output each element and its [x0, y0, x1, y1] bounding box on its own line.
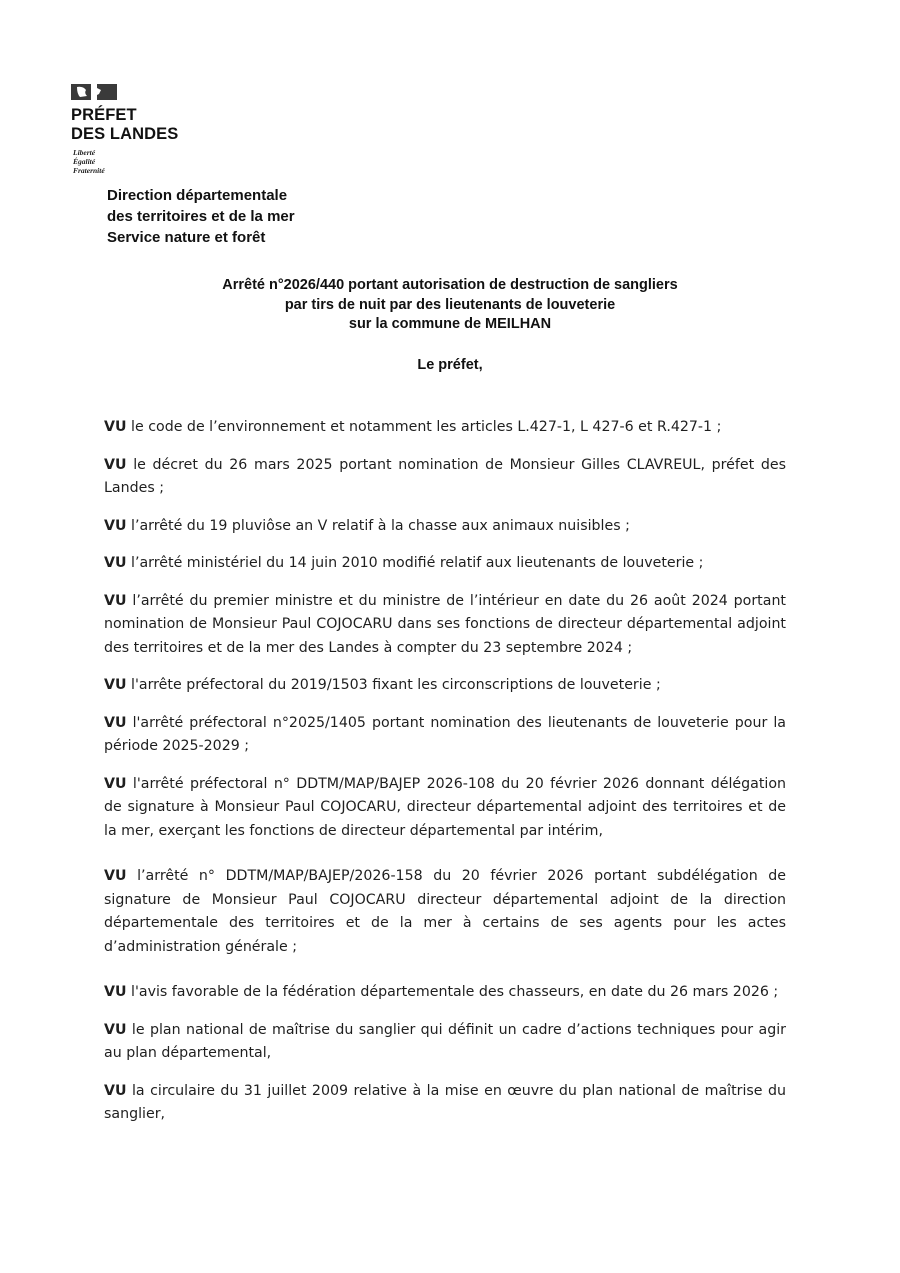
visa-label: VU — [104, 714, 127, 731]
visa-paragraph — [104, 416, 786, 440]
direction-line-3: Service nature et forêt — [107, 229, 266, 246]
prefet-title — [71, 106, 178, 144]
visa-text: l'arrêté préfectoral n°2025/1405 portant nomination des lieutenants de louveterie pour la période 2025-2029 ; — [104, 714, 786, 754]
visa-paragraph — [104, 1080, 786, 1127]
prefet-line-2: DES LANDES — [71, 125, 179, 143]
visa-text: l'arrêté préfectoral n° DDTM/MAP/BAJEP 2026-108 du 20 février 2026 donnant délégation de signature à Monsieur Paul COJOCARU, directeur départemental adjoint des territoires et de la mer, exerçant les fonctions de directeur départemental par intérim, — [104, 775, 786, 839]
visa-text: l’arrêté n° DDTM/MAP/BAJEP/2026-158 du 20 février 2026 portant subdélégation de signature de Monsieur Paul COJOCARU directeur départemental adjoint de la direction départementale des territoires et de la mer à certains de ses agents pour les actes d’administration générale ; — [104, 868, 786, 955]
title-line-3: sur la commune de MEILHAN — [348, 316, 552, 332]
visa-paragraph — [104, 773, 786, 844]
visa-text: la circulaire du 31 juillet 2009 relative à la mise en œuvre du plan national de maîtrise du sanglier, — [104, 1082, 786, 1122]
prefet-line-1: PRÉFET — [71, 106, 137, 124]
motto-liberte: Liberté — [73, 148, 96, 157]
visa-text: l'arrête préfectoral du 2019/1503 fixant les circonscriptions de louveterie ; — [131, 677, 661, 693]
marianne-logo-icon — [71, 84, 117, 100]
visa-paragraph — [104, 454, 786, 501]
visa-label: VU — [104, 1082, 127, 1099]
visa-label: VU — [104, 775, 127, 792]
title-line-2: par tirs de nuit par des lieutenants de louveterie — [284, 296, 616, 313]
visa-text: le décret du 26 mars 2025 portant nomination de Monsieur Gilles CLAVREUL, préfet des Landes ; — [104, 456, 786, 496]
visa-label: VU — [104, 984, 127, 1000]
visa-paragraph — [104, 552, 786, 576]
title-line-1: Arrêté n°2026/440 portant autorisation de destruction de sangliers — [222, 277, 678, 293]
visa-paragraph — [104, 1019, 786, 1066]
visa-text: le plan national de maîtrise du sanglier qui définit un cadre d’actions techniques pour agir au plan départemental, — [104, 1021, 786, 1061]
visa-paragraph — [104, 674, 786, 698]
arrete-title — [100, 276, 800, 335]
visa-label: VU — [104, 517, 127, 534]
visa-paragraph — [104, 515, 786, 539]
visa-paragraph — [104, 590, 786, 661]
visa-text: le code de l’environnement et notamment les articles L.427-1, L 427-6 et R.427-1 ; — [131, 419, 722, 435]
visa-paragraph — [104, 712, 786, 759]
visa-label: VU — [104, 419, 127, 435]
motto-egalite: Égalité — [73, 157, 96, 166]
motto-fraternite: Fraternité — [73, 166, 105, 175]
direction-line-2: des territoires et de la mer — [107, 208, 295, 225]
document-body — [104, 416, 786, 1127]
visa-label: VU — [104, 868, 127, 884]
visa-text: l'avis favorable de la fédération départementale des chasseurs, en date du 26 mars 2026 ; — [131, 984, 779, 1000]
visa-paragraph — [104, 981, 786, 1005]
visa-label: VU — [104, 456, 127, 473]
visa-text: l’arrêté du 19 pluviôse an V relatif à la chasse aux animaux nuisibles ; — [131, 517, 630, 534]
republic-motto — [73, 148, 105, 175]
direction-line-1: Direction départementale — [107, 187, 288, 204]
issuing-department — [107, 185, 295, 248]
prefet-heading: Le préfet, — [417, 357, 483, 373]
visa-label: VU — [104, 555, 127, 571]
visa-text: l’arrêté ministériel du 14 juin 2010 modifié relatif aux lieutenants de louveterie ; — [131, 555, 704, 571]
visa-label: VU — [104, 592, 127, 609]
visa-paragraph — [104, 865, 786, 959]
visa-label: VU — [104, 677, 127, 693]
visa-label: VU — [104, 1021, 127, 1038]
visa-text: l’arrêté du premier ministre et du ministre de l’intérieur en date du 26 août 2024 portant nomination de Monsieur Paul COJOCARU dans ses fonctions de directeur départemental adjoint des territoires et de la mer des Landes à compter du 23 septembre 2024 ; — [104, 592, 786, 656]
